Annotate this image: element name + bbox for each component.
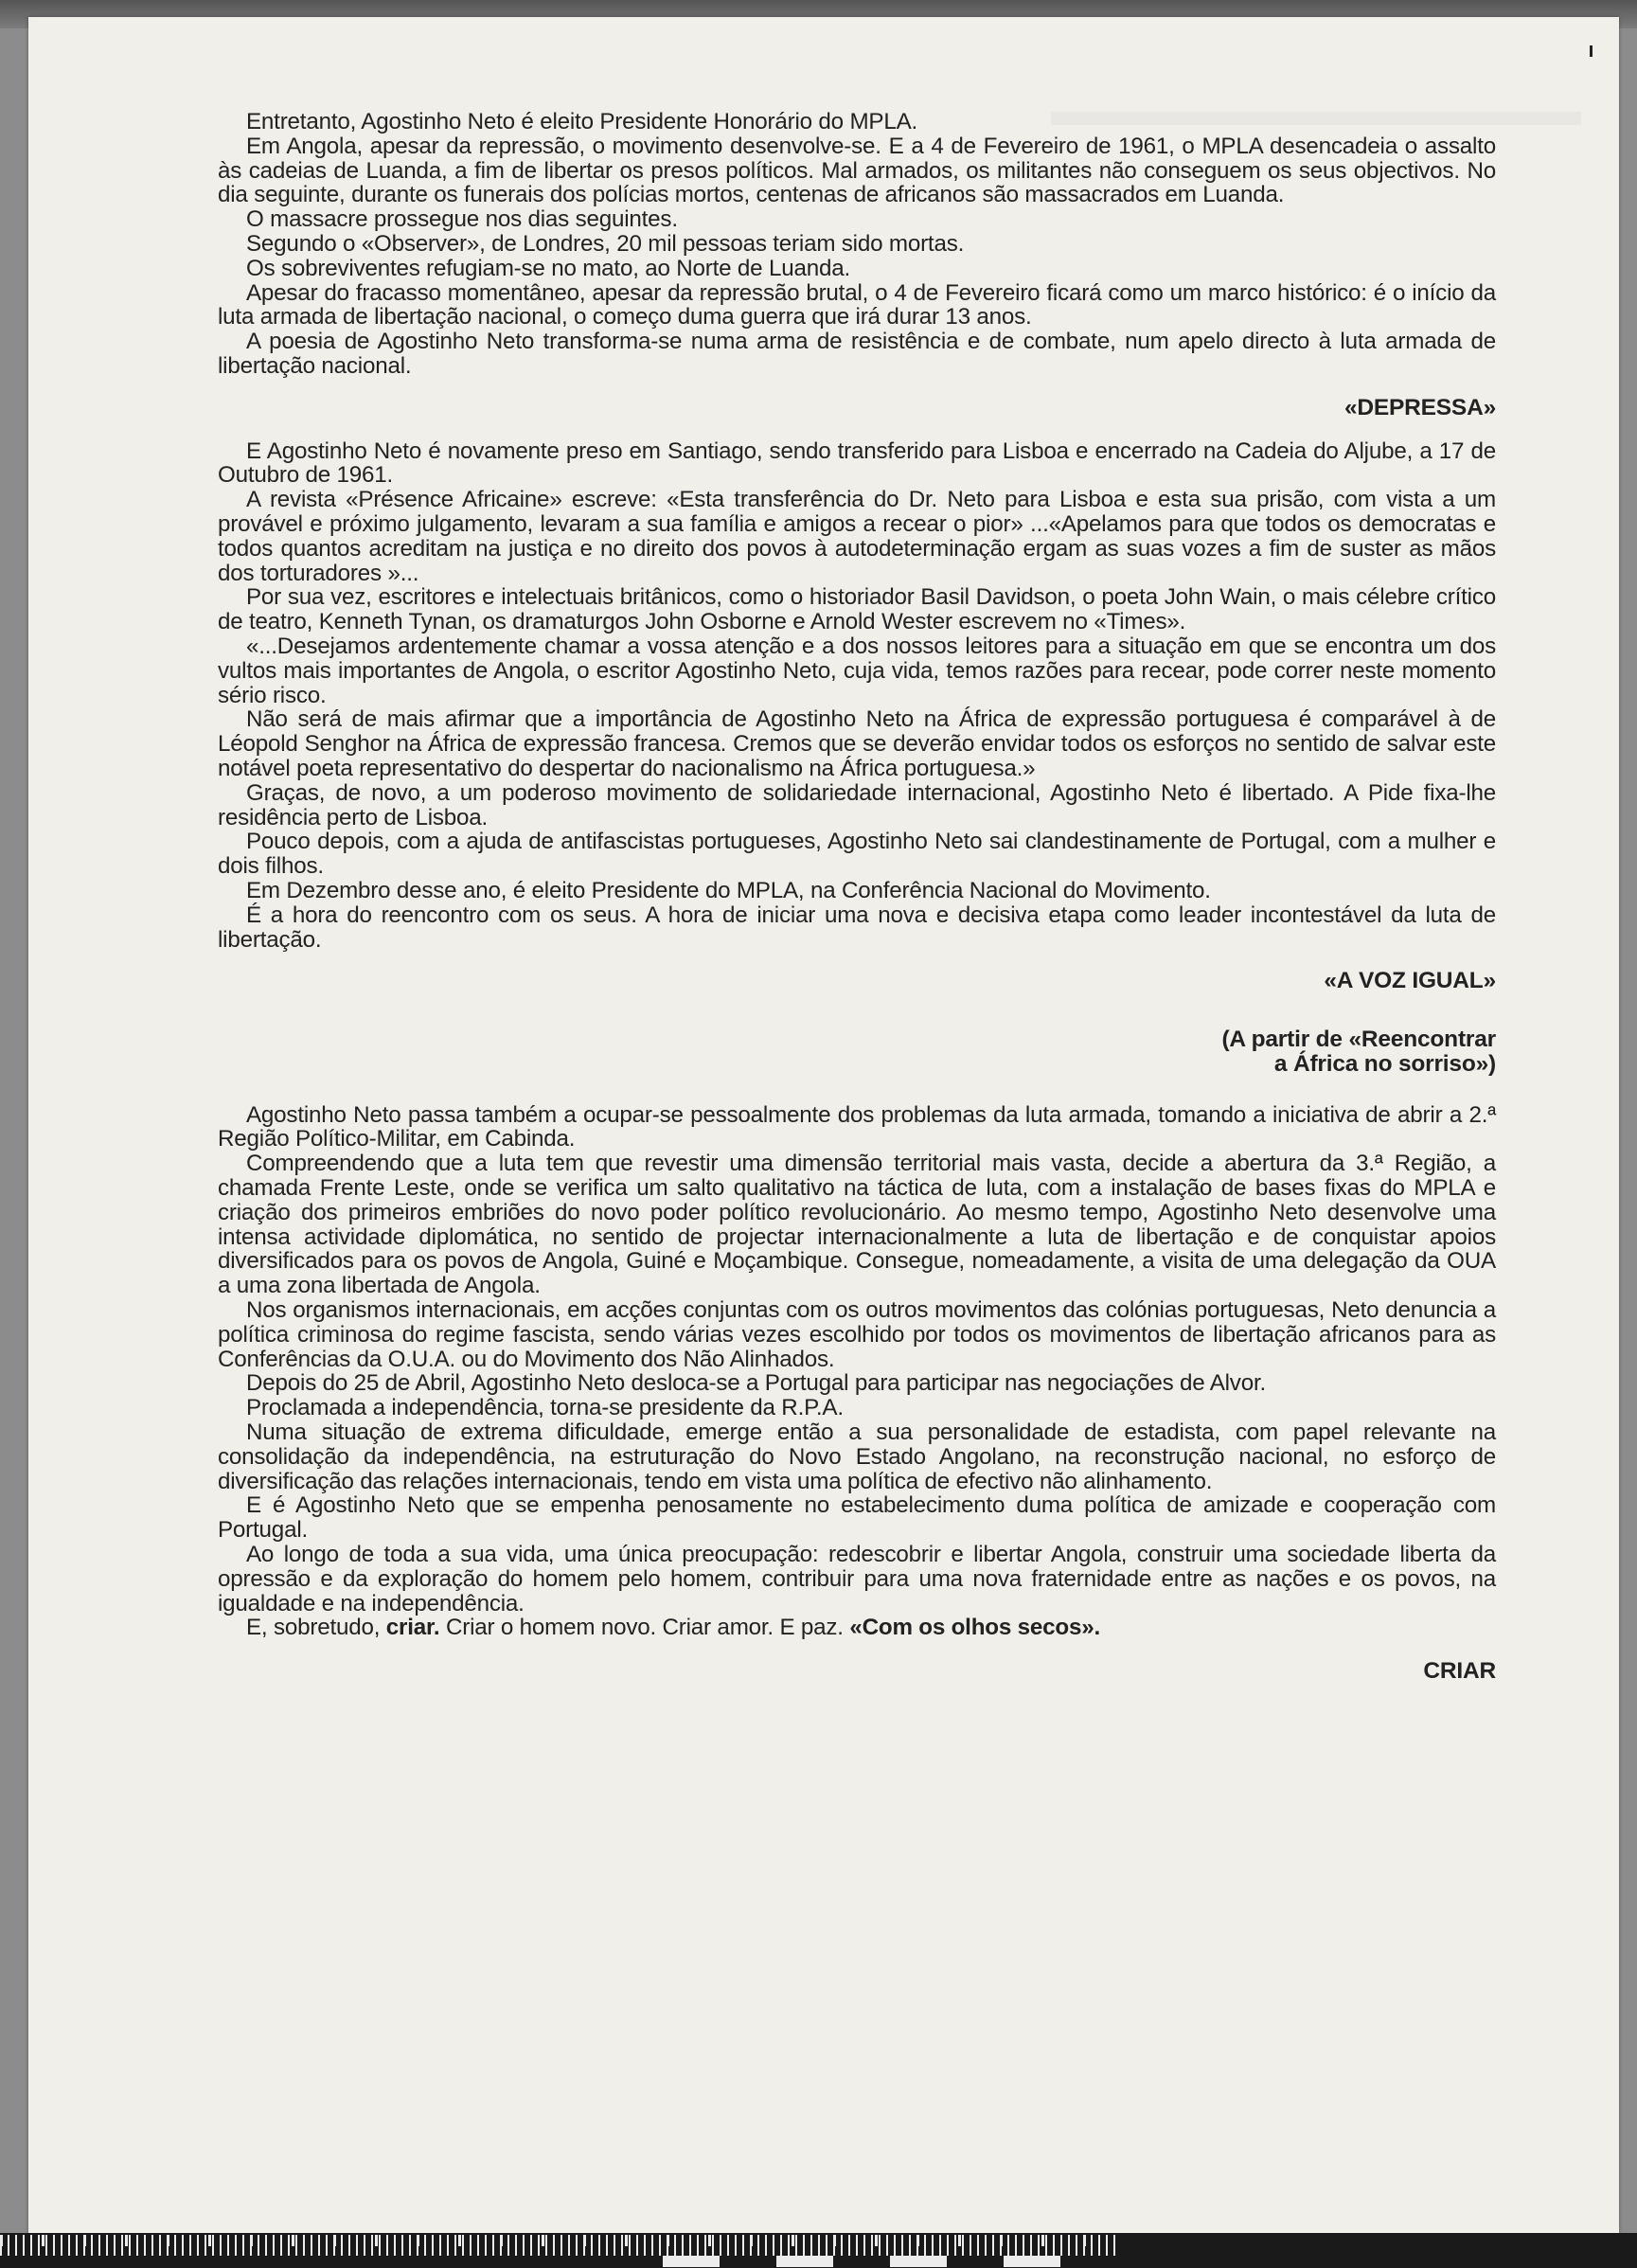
paragraph: O massacre prossegue nos dias seguintes. [246,206,678,233]
paragraph: E é Agostinho Neto que se empenha penosamente no estabelecimento duma política de amizade e cooperação com Portugal. [218,1492,1496,1544]
paragraph: Ao longo de toda a sua vida, uma única preocupação: redescobrir e libertar Angola, construir uma sociedade liberta da opressão e da exploração do homem pelo homem, contribuir para uma nova fraternidade entre as nações e os povos, na igualdade e na independência. [218,1542,1496,1616]
paragraph: Graças, de novo, a um poderoso movimento de solidariedade internacional, Agostinho Neto é libertado. A Pide fixa-lhe residência perto de Lisboa. [218,779,1496,830]
paragraph: Segundo o «Observer», de Londres, 20 mil pessoas teriam sido mortas. [246,230,965,257]
section-heading: «DEPRESSA» [1343,394,1496,420]
paragraph: É a hora do reencontro com os seus. A hora de iniciar uma nova e decisiva etapa como leader incontestável da luta de libertação. [218,902,1496,953]
section-heading: CRIAR [1423,1658,1496,1685]
paragraph: Entretanto, Agostinho Neto é eleito Presidente Honorário do MPLA. [246,109,918,134]
closing-paragraph [218,1616,1496,1640]
paragraph: A poesia de Agostinho Neto transforma-se numa arma de resistência e de combate, num apelo directo à luta armada de libertação nacional. [218,329,1496,379]
paragraph: Nos organismos internacionais, em acções conjuntas com os outros movimentos das colónias portuguesas, Neto denuncia a política criminosa do regime fascista, sendo várias vezes escolhido por todos os movimentos de libertação africanos para as Conferências da O.U.A. ou do Movimento dos Não Alinhados. [218,1297,1496,1372]
closing-quote: «Com os olhos secos». [849,1615,1100,1641]
paragraph: Proclamada a independência, torna-se presidente da R.P.A. [246,1395,844,1421]
paragraph: Em Dezembro desse ano, é eleito Presidente do MPLA, na Conferência Nacional do Movimento. [246,877,1211,903]
paragraph: Em Angola, apesar da repressão, o movimento desenvolve-se. E a 4 de Fevereiro de 1961, o MPLA desencadeia o assalto às cadeias de Luanda, a fim de libertar os presos políticos. Mal armados, os militantes não conseguem os seus objectivos. No dia seguinte, durante os funerais dos polícias mortos, centenas de africanos são massacrados em Luanda. [218,133,1496,208]
closing-text: E, sobretudo, [246,1615,386,1641]
paragraph: Pouco depois, com a ajuda de antifascistas portugueses, Agostinho Neto sai clandestinamente de Portugal, com a mulher e dois filhos. [218,829,1496,880]
source-citation-line: a África no sorriso») [1273,1050,1496,1077]
paragraph: Compreendendo que a luta tem que revestir uma dimensão territorial mais vasta, decide a abertura da 3.ª Região, a chamada Frente Leste, onde se verifica um salto qualitativo na táctica de luta, com a instalação de bases fixas do MPLA e criação dos primeiros embriões do novo poder político revolucionário. Ao mesmo tempo, Agostinho Neto desenvolve uma intensa actividade diplomática, no sentido de projectar internacionalmente a luta de libertação e de conquistar apoios diversificados para os povos de Angola, Guiné e Moçambique. Consegue, nomeadamente, a visita de uma delegação da OUA a uma zona libertada de Angola. [218,1151,1496,1299]
paragraph: Apesar do fracasso momentâneo, apesar da repressão brutal, o 4 de Fevereiro ficará como um marco histórico: é o início da luta armada de libertação nacional, o começo duma guerra que irá durar 13 anos. [218,279,1496,330]
paragraph: Não será de mais afirmar que a importância de Agostinho Neto na África de expressão portuguesa é comparável à de Léopold Senghor na África de expressão francesa. Cremos que se deverão envidar todos os esforços no sentido de salvar este notável poeta representativo do despertar do nacionalismo na África portuguesa.» [218,706,1496,781]
paragraph: A revista «Présence Africaine» escreve: «Esta transferência do Dr. Neto para Lisboa e esta sua prisão, com vista a um provável e próximo julgamento, levaram a sua família e amigos a recear o pior» ...«Apelamos para que todos os democratas e todos quantos acreditam na justiça e no direito dos povos à autodeterminação ergam as suas vozes a fim de suster as mãos dos torturadores »... [218,487,1496,586]
paragraph: Numa situação de extrema dificuldade, emerge então a sua personalidade de estadista, com papel relevante na consolidação da independência, na estruturação do Novo Estado Angolano, na reconstrução nacional, no esforço de diversificação das relações internacionais, tendo em vista uma política de efectivo não alinhamento. [218,1420,1496,1494]
paragraph: Os sobreviventes refugiam-se no mato, ao Norte de Luanda. [246,255,850,281]
scan-ruler [0,2233,1637,2268]
section-heading: «A VOZ IGUAL» [1324,968,1496,994]
source-citation-line: (A partir de «Reencontrar [1221,1027,1496,1053]
paragraph: Por sua vez, escritores e intelectuais britânicos, como o historiador Basil Davidson, o poeta John Wain, o mais célebre crítico de teatro, Kenneth Tynan, os dramaturgos John Osborne e Arnold Wester escrevem no «Times». [218,584,1496,635]
document-page [28,17,1619,2233]
ruler-blocks [663,2256,1117,2267]
paragraph: Depois do 25 de Abril, Agostinho Neto desloca-se a Portugal para participar nas negociações de Alvor. [246,1370,1266,1397]
ruler-major-ticks [0,2235,1117,2246]
paragraph: «...Desejamos ardentemente chamar a vossa atenção e a dos nossos leitores para a situação em que se encontra um dos vultos mais importantes de Angola, o escritor Agostinho Neto, cuja vida, temos razões para recear, pode correr neste momento sério risco. [218,633,1496,708]
closing-emphasis: criar. [385,1615,440,1641]
source-citation [218,1027,1496,1077]
paragraph: Agostinho Neto passa também a ocupar-se pessoalmente dos problemas da luta armada, tomando a iniciativa de abrir a 2.ª Região Político-Militar, em Cabinda. [218,1101,1496,1152]
paragraph: E Agostinho Neto é novamente preso em Santiago, sendo transferido para Lisboa e encerrado na Cadeia do Aljube, a 17 de Outubro de 1961. [218,438,1496,489]
document-body [218,110,1496,1684]
scan-mark [1590,45,1593,57]
closing-text: Criar o homem novo. Criar amor. E paz. [439,1615,850,1641]
